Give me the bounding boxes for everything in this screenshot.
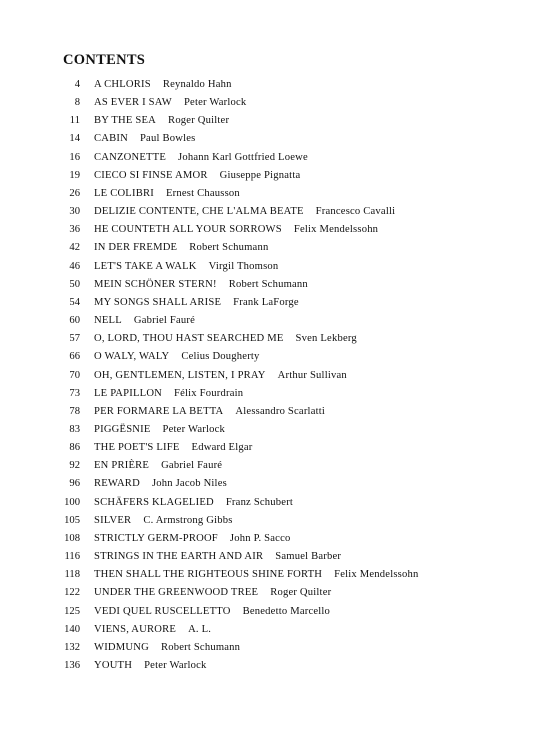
toc-song-title: VEDI QUEL RUSCELLETTO Benedetto Marcello bbox=[94, 605, 331, 617]
toc-song-title: DELIZIE CONTENTE, CHE L'ALMA BEATE Francesco Cavalli bbox=[94, 206, 396, 218]
toc-song-title: AS EVER I SAW Peter Warlock bbox=[94, 97, 247, 109]
toc-composer: Roger Quilter bbox=[270, 587, 332, 599]
toc-page-number: 26 bbox=[69, 187, 80, 199]
toc-entry bbox=[0, 276, 560, 294]
toc-page-number: 118 bbox=[64, 569, 80, 581]
toc-song-title: REWARD John Jacob Niles bbox=[94, 478, 227, 490]
toc-page-number: 78 bbox=[69, 405, 80, 417]
toc-composer: Roger Quilter bbox=[168, 115, 230, 127]
toc-song-title: PIGGËSNIE Peter Warlock bbox=[94, 423, 225, 435]
toc-page-number: 30 bbox=[69, 206, 80, 218]
toc-page-number: 73 bbox=[69, 387, 80, 399]
toc-composer: Robert Schumann bbox=[228, 278, 308, 290]
toc-page-number: 116 bbox=[64, 551, 80, 563]
toc-page-number: 100 bbox=[64, 496, 80, 508]
toc-song-title: SILVER C. Armstrong Gibbs bbox=[94, 514, 233, 526]
toc-song-title: NELL Gabriel Fauré bbox=[94, 315, 196, 327]
toc-song-title: PER FORMARE LA BETTA Alessandro Scarlatti bbox=[94, 405, 326, 417]
toc-entry bbox=[0, 530, 560, 548]
toc-song-title: LE COLIBRI Ernest Chausson bbox=[94, 187, 240, 199]
toc-song-title: MY SONGS SHALL ARISE Frank LaForge bbox=[94, 296, 299, 308]
toc-song-title: A CHLORIS Reynaldo Hahn bbox=[94, 79, 232, 90]
toc-song-title: IN DER FREMDE Robert Schumann bbox=[94, 242, 269, 254]
toc-page-number: 140 bbox=[64, 623, 80, 635]
toc-composer: Reynaldo Hahn bbox=[162, 79, 232, 90]
toc-entry bbox=[0, 548, 560, 566]
toc-entry bbox=[0, 94, 560, 112]
toc-song-title: MEIN SCHÖNER STERN! Robert Schumann bbox=[94, 278, 308, 290]
toc-composer: Johann Karl Gottfried Loewe bbox=[178, 151, 308, 163]
toc-song-title: STRINGS IN THE EARTH AND AIR Samuel Barber bbox=[94, 551, 342, 563]
toc-entry bbox=[0, 312, 560, 330]
toc-entry bbox=[0, 621, 560, 639]
toc-composer: Ernest Chausson bbox=[165, 187, 240, 199]
toc-song-title: WIDMUNG Robert Schumann bbox=[94, 641, 241, 653]
toc-song-title: STRICTLY GERM-PROOF John P. Sacco bbox=[94, 532, 291, 544]
toc-entry bbox=[0, 439, 560, 457]
toc-composer: C. Armstrong Gibbs bbox=[143, 514, 233, 526]
toc-composer: Paul Bowles bbox=[139, 133, 196, 145]
toc-page-number: 60 bbox=[69, 315, 80, 327]
toc-song-title: BY THE SEA Roger Quilter bbox=[94, 115, 230, 127]
toc-song-title: O WALY, WALY Celius Dougherty bbox=[94, 351, 260, 363]
toc-page-number: 57 bbox=[69, 333, 80, 345]
toc-composer: Félix Fourdrain bbox=[174, 387, 244, 399]
toc-entry bbox=[0, 348, 560, 366]
toc-page-number: 105 bbox=[64, 514, 80, 526]
table-of-contents bbox=[0, 76, 560, 675]
toc-composer: Frank LaForge bbox=[233, 296, 299, 308]
toc-entry bbox=[0, 149, 560, 167]
toc-composer: Giuseppe Pignatta bbox=[219, 169, 301, 181]
toc-page-number: 54 bbox=[69, 296, 80, 308]
toc-entry bbox=[0, 221, 560, 239]
toc-song-title: CABIN Paul Bowles bbox=[94, 133, 196, 145]
toc-song-title: SCHÄFERS KLAGELIED Franz Schubert bbox=[94, 496, 294, 508]
toc-entry bbox=[0, 112, 560, 130]
toc-song-title: EN PRIÈRE Gabriel Fauré bbox=[94, 460, 223, 472]
toc-song-title: CANZONETTE Johann Karl Gottfried Loewe bbox=[94, 151, 308, 163]
toc-entry bbox=[0, 603, 560, 621]
toc-composer: Alessandro Scarlatti bbox=[235, 405, 326, 417]
toc-song-title: UNDER THE GREENWOOD TREE Roger Quilter bbox=[94, 587, 332, 599]
toc-composer: Francesco Cavalli bbox=[315, 206, 396, 218]
toc-entry bbox=[0, 457, 560, 475]
toc-page-number: 19 bbox=[69, 169, 80, 181]
toc-composer: Gabriel Fauré bbox=[133, 315, 196, 327]
toc-page-number: 70 bbox=[69, 369, 80, 381]
toc-song-title: THEN SHALL THE RIGHTEOUS SHINE FORTH Felix Mendelssohn bbox=[94, 569, 419, 581]
toc-page-number: 136 bbox=[64, 660, 80, 671]
toc-page-number: 16 bbox=[69, 151, 80, 163]
toc-composer: Felix Mendelssohn bbox=[334, 569, 419, 581]
toc-entry bbox=[0, 258, 560, 276]
toc-song-title: YOUTH Peter Warlock bbox=[94, 660, 207, 671]
toc-composer: Sven Lekberg bbox=[295, 333, 357, 345]
toc-composer: Peter Warlock bbox=[162, 423, 225, 435]
toc-song-title: OH, GENTLEMEN, LISTEN, I PRAY Arthur Sullivan bbox=[94, 369, 347, 381]
page-title: CONTENTS bbox=[63, 52, 146, 68]
toc-entry bbox=[0, 330, 560, 348]
toc-entry bbox=[0, 385, 560, 403]
toc-composer: Benedetto Marcello bbox=[242, 605, 331, 617]
toc-entry bbox=[0, 167, 560, 185]
toc-composer: Peter Warlock bbox=[183, 97, 247, 109]
toc-entry bbox=[0, 475, 560, 493]
toc-entry bbox=[0, 639, 560, 657]
toc-page-number: 50 bbox=[69, 278, 80, 290]
toc-composer: Edward Elgar bbox=[191, 442, 253, 454]
toc-song-title: THE POET'S LIFE Edward Elgar bbox=[94, 442, 253, 454]
toc-composer: Felix Mendelssohn bbox=[293, 224, 379, 236]
toc-song-title: HE COUNTETH ALL YOUR SORROWS Felix Mendelssohn bbox=[94, 224, 379, 236]
toc-song-title: LET'S TAKE A WALK Virgil Thomson bbox=[94, 260, 279, 272]
toc-entry bbox=[0, 566, 560, 584]
toc-entry bbox=[0, 203, 560, 221]
toc-entry bbox=[0, 185, 560, 203]
toc-entry bbox=[0, 294, 560, 312]
toc-composer: Samuel Barber bbox=[275, 551, 342, 563]
toc-entry bbox=[0, 76, 560, 94]
toc-composer: Virgil Thomson bbox=[208, 260, 279, 272]
toc-entry bbox=[0, 584, 560, 602]
toc-page-number: 92 bbox=[69, 460, 80, 472]
toc-composer: John Jacob Niles bbox=[151, 478, 227, 490]
toc-composer: Robert Schumann bbox=[160, 641, 241, 653]
toc-page-number: 42 bbox=[69, 242, 80, 254]
toc-song-title: CIECO SI FINSE AMOR Giuseppe Pignatta bbox=[94, 169, 301, 181]
toc-page-number: 86 bbox=[69, 442, 80, 454]
toc-page-number: 125 bbox=[64, 605, 80, 617]
toc-page-number: 96 bbox=[69, 478, 80, 490]
toc-composer: Celius Dougherty bbox=[181, 351, 260, 363]
toc-composer: Gabriel Fauré bbox=[161, 460, 223, 472]
toc-entry bbox=[0, 403, 560, 421]
toc-page-number: 46 bbox=[69, 260, 80, 272]
toc-entry bbox=[0, 367, 560, 385]
toc-entry bbox=[0, 494, 560, 512]
toc-page-number: 83 bbox=[69, 423, 80, 435]
toc-page-number: 8 bbox=[74, 97, 80, 109]
toc-entry bbox=[0, 239, 560, 257]
toc-page-number: 66 bbox=[69, 351, 80, 363]
toc-entry bbox=[0, 512, 560, 530]
toc-page-number: 108 bbox=[64, 532, 80, 544]
toc-composer: Robert Schumann bbox=[189, 242, 269, 254]
toc-song-title: LE PAPILLON Félix Fourdrain bbox=[94, 387, 244, 399]
toc-page-number: 36 bbox=[69, 224, 80, 236]
toc-page-number: 11 bbox=[69, 115, 80, 127]
toc-composer: Peter Warlock bbox=[144, 660, 207, 671]
toc-page-number: 14 bbox=[69, 133, 80, 145]
toc-page-number: 122 bbox=[64, 587, 80, 599]
toc-page-number: 132 bbox=[64, 641, 80, 653]
toc-entry bbox=[0, 130, 560, 148]
toc-composer: Franz Schubert bbox=[225, 496, 294, 508]
toc-entry bbox=[0, 657, 560, 675]
toc-composer: Arthur Sullivan bbox=[277, 369, 347, 381]
toc-composer: A. L. bbox=[188, 623, 212, 635]
toc-entry bbox=[0, 421, 560, 439]
toc-page-number: 4 bbox=[74, 79, 80, 90]
toc-composer: John P. Sacco bbox=[229, 532, 291, 544]
toc-song-title: VIENS, AURORE A. L. bbox=[94, 623, 212, 635]
toc-song-title: O, LORD, THOU HAST SEARCHED ME Sven Lekberg bbox=[94, 333, 357, 345]
